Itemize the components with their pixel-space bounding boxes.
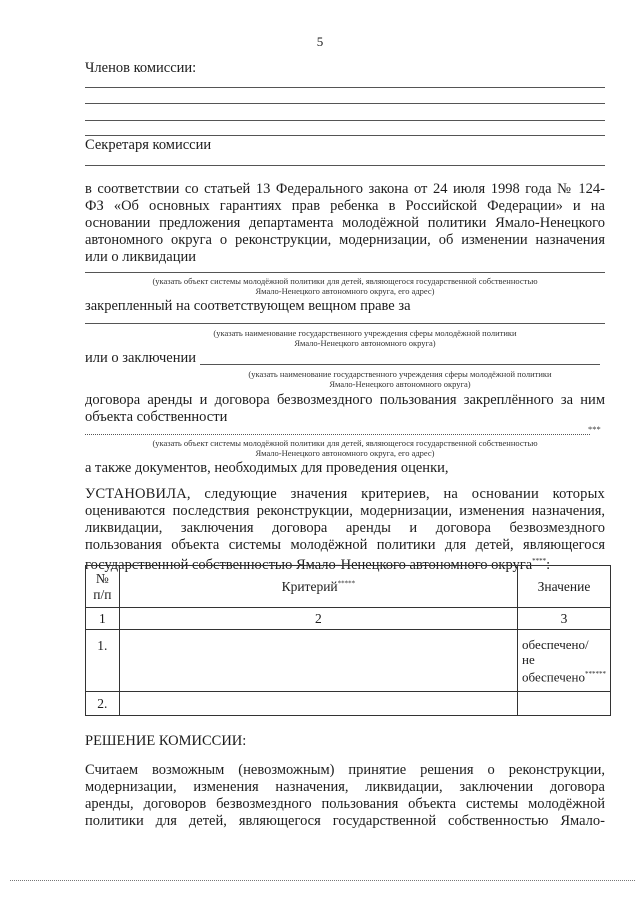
table-cell: [119, 630, 517, 692]
members-signature-line: [85, 103, 605, 104]
members-signature-line: [85, 87, 605, 88]
object-hint: Ямало-Ненецкого автономного округа, его адрес): [255, 286, 435, 296]
conclusion-hint: (указать наименование государственного учреждения сферы молодёжной политики: [248, 369, 552, 379]
scan-edge-line: [10, 880, 635, 881]
institution-hint: Ямало-Ненецкого автономного округа): [294, 338, 436, 348]
members-signature-line: [85, 120, 605, 121]
value-cell: обеспечено/ не обеспечено******: [518, 630, 611, 692]
table-row: [86, 692, 611, 716]
decision-paragraph-line: Считаем возможным (невозможным) принятие решения о реконструкции,: [85, 762, 605, 778]
decision-paragraph-line: аренды, договоров безвозмездного пользования объекта системы молодёжной: [85, 796, 605, 812]
table-cell: 3: [518, 608, 611, 630]
members-signature-line: [85, 135, 605, 136]
institution-hint: (указать наименование государственного учреждения сферы молодёжной политики: [213, 328, 517, 338]
table-cell: 2.: [86, 692, 120, 716]
paragraph-line: автономного округа о реконструкции, модернизации, об изменении назначения: [85, 232, 605, 248]
paragraph-line: договора аренды и договора безвозмездного пользования закреплённого за ним: [85, 392, 605, 408]
footnote-marker: ***: [588, 424, 601, 434]
paragraph-line: или о ликвидации: [85, 249, 196, 265]
decision-paragraph-line: политики для детей, являющегося государственной собственностью Ямало-: [85, 813, 605, 829]
table-cell: 1: [86, 608, 120, 630]
table-index-row: [86, 608, 611, 630]
paragraph-line: основании предложения департамента молодёжной политики Ямало-Ненецкого: [85, 215, 605, 231]
paragraph-line: объекта собственности: [85, 409, 228, 425]
table-cell: 2: [119, 608, 517, 630]
paragraph-line: в соответствии со статьей 13 Федерального закона от 24 июля 1998 года № 124-: [85, 181, 605, 197]
footnote-marker: ******: [584, 669, 606, 678]
members-label: Членов комиссии:: [85, 60, 197, 76]
paragraph-line: а также документов, необходимых для проведения оценки,: [85, 460, 449, 476]
conclusion-hint: Ямало-Ненецкого автономного округа): [329, 379, 471, 389]
header-num: № п/п: [86, 566, 120, 608]
conclusion-text: или о заключении: [85, 350, 196, 366]
object-blank-line: [85, 434, 590, 435]
decision-heading: РЕШЕНИЕ КОМИССИИ:: [85, 733, 247, 749]
table-row: [86, 630, 611, 692]
header-value: Значение: [518, 566, 611, 608]
value-cell: [518, 692, 611, 716]
decision-paragraph-line: модернизации, изменения назначения, ликвидации, заключении договора: [85, 779, 605, 795]
header-criterion: Критерий*****: [119, 566, 517, 608]
criteria-table: [85, 565, 611, 716]
object-hint: Ямало-Ненецкого автономного округа, его адрес): [255, 448, 435, 458]
object-hint: (указать объект системы молодёжной политики для детей, являющегося государственной собственностью: [152, 438, 538, 448]
footnote-marker: *****: [337, 579, 356, 587]
table-cell: 1.: [86, 630, 120, 692]
established-paragraph-line: УСТАНОВИЛА, следующие значения критериев, на основании которых: [85, 486, 605, 502]
institution-blank-line: [85, 323, 605, 324]
fixed-right-text: закрепленный на соответствующем вещном праве за: [85, 298, 411, 314]
table-header-row: [86, 566, 611, 608]
secretary-signature-line: [85, 165, 605, 166]
conclusion-blank-line: [200, 364, 600, 365]
secretary-label: Секретаря комиссии: [85, 137, 212, 153]
object-blank-line: [85, 272, 605, 273]
table-cell: [119, 692, 517, 716]
object-hint: (указать объект системы молодёжной политики для детей, являющегося государственной собственностью: [152, 276, 538, 286]
paragraph-line: ФЗ «Об основных гарантиях прав ребенка в Российской Федерации» и на: [85, 198, 605, 214]
established-paragraph-line: ликвидации, заключения договора аренды и договора безвозмездного: [85, 520, 605, 536]
established-paragraph-line: пользования объекта системы молодёжной политики для детей, являющегося: [85, 537, 605, 553]
established-paragraph-line: оцениваются последствия реконструкции, модернизации, изменения назначения,: [85, 503, 605, 519]
page-number: 5: [316, 34, 324, 49]
established-paragraph-line: государственной собственностью Ямало-Ненецкого автономного округа****:: [85, 556, 551, 573]
footnote-marker: ****: [532, 557, 547, 565]
